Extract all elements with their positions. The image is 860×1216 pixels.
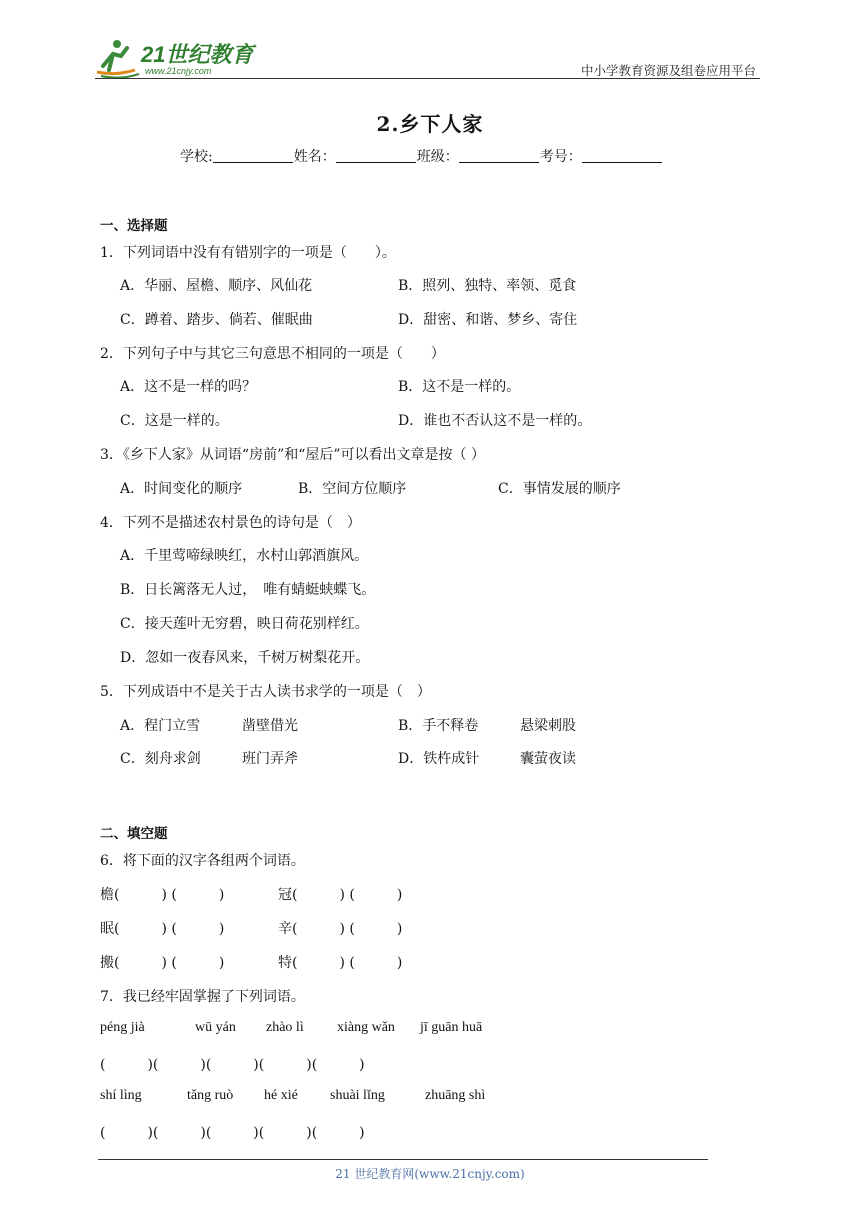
q7-pinyin-7: tǎng ruò	[187, 1088, 234, 1103]
q7-blanks-row1[interactable]: ( )( )( )( )( )	[100, 1057, 365, 1073]
q3-stem: 3．《乡下人家》从词语“房前”和“屋后”可以看出文章是按（ ）	[100, 447, 485, 463]
q5-option-d-second: 囊萤夜读	[520, 751, 576, 767]
school-label: 学校:	[180, 149, 213, 165]
student-info-line	[180, 146, 663, 166]
q3-option-c[interactable]: C．事情发展的顺序	[498, 481, 621, 497]
q6-row3-left[interactable]: 搬( ) ( )	[100, 955, 225, 971]
footer-divider	[98, 1159, 708, 1160]
q7-stem: 7．我已经牢固掌握了下列词语。	[100, 989, 305, 1005]
exam-no-label: 考号：	[539, 149, 582, 165]
q6-stem: 6．将下面的汉字各组两个词语。	[100, 853, 305, 869]
q6-row1-right[interactable]: 冠( ) ( )	[278, 887, 403, 903]
q2-option-c[interactable]: C．这是一样的。	[120, 413, 229, 429]
platform-name: 中小学教育资源及组卷应用平台	[580, 63, 756, 78]
q2-option-a[interactable]: A．这不是一样的吗？	[120, 379, 257, 395]
school-blank[interactable]	[213, 148, 293, 163]
q4-option-b[interactable]: B．日长篱落无人过， 唯有蜻蜓蛱蝶飞。	[120, 582, 376, 598]
q1-option-b[interactable]: B．照列、独特、率领、觅食	[398, 278, 577, 294]
q7-pinyin-9: shuài lǐng	[330, 1088, 385, 1103]
q1-option-a[interactable]: A．华丽、屋檐、顺序、风仙花	[120, 278, 313, 294]
name-label: 姓名：	[293, 149, 336, 165]
q3-option-a[interactable]: A．时间变化的顺序	[120, 481, 243, 497]
q4-option-c[interactable]: C．接天莲叶无穷碧，映日荷花别样红。	[120, 616, 369, 632]
q7-pinyin-2: wū yán	[195, 1020, 236, 1035]
q7-blanks-row2[interactable]: ( )( )( )( )( )	[100, 1125, 365, 1141]
q1-stem: 1．下列词语中没有有错别字的一项是（ ）。	[100, 245, 396, 261]
section-fill-heading: 二、填空题	[100, 826, 168, 842]
q6-row2-right[interactable]: 辛( ) ( )	[278, 921, 403, 937]
q7-pinyin-8: hé xié	[264, 1088, 298, 1103]
q2-option-d[interactable]: D．谁也不否认这不是一样的。	[398, 413, 592, 429]
q2-option-b[interactable]: B．这不是一样的。	[398, 379, 521, 395]
q5-option-a-second: 凿壁借光	[242, 718, 298, 734]
q7-pinyin-3: zhào lì	[266, 1020, 304, 1035]
q4-stem: 4．下列不是描述农村景色的诗句是（ ）	[100, 515, 361, 531]
q7-pinyin-1: péng jià	[100, 1020, 145, 1035]
q4-option-a[interactable]: A．千里莺啼绿映红，水村山郭酒旗风。	[120, 548, 369, 564]
q7-pinyin-6: shí lìng	[100, 1088, 142, 1103]
q3-option-b[interactable]: B．空间方位顺序	[298, 481, 407, 497]
runner-logo-icon	[95, 36, 265, 78]
q5-option-a[interactable]: A．程门立雪	[120, 718, 201, 734]
q6-row2-left[interactable]: 眠( ) ( )	[100, 921, 225, 937]
name-blank[interactable]	[336, 148, 416, 163]
q4-option-d[interactable]: D．忽如一夜春风来，千树万树梨花开。	[120, 650, 370, 666]
class-label: 班级：	[416, 149, 459, 165]
footer-site[interactable]: 21 世纪教育网(www.21cnjy.com)	[335, 1167, 525, 1181]
class-blank[interactable]	[459, 148, 539, 163]
page-title: 2.乡下人家	[376, 112, 484, 136]
q5-option-c-second: 班门弄斧	[242, 751, 298, 767]
svg-text:www.21cnjy.com: www.21cnjy.com	[145, 66, 212, 76]
q5-stem: 5．下列成语中不是关于古人读书求学的一项是（ ）	[100, 684, 431, 700]
section-choice-heading: 一、选择题	[100, 218, 168, 234]
q7-pinyin-4: xiàng wǎn	[337, 1020, 395, 1035]
svg-text:21世纪教育: 21世纪教育	[141, 42, 254, 67]
q6-row1-left[interactable]: 檐( ) ( )	[100, 887, 225, 903]
q1-option-d[interactable]: D．甜密、和谐、梦乡、寄住	[398, 312, 578, 328]
q7-pinyin-5: jī guān huā	[420, 1020, 483, 1035]
q2-stem: 2．下列句子中与其它三句意思不相同的一项是（ ）	[100, 346, 445, 362]
q5-option-c[interactable]: C．刻舟求剑	[120, 751, 201, 767]
exam-no-blank[interactable]	[582, 148, 662, 163]
q5-option-d[interactable]: D．铁杵成针	[398, 751, 480, 767]
q1-option-c[interactable]: C．蹲着、踏步、倘若、催眠曲	[120, 312, 313, 328]
q7-pinyin-10: zhuāng shì	[425, 1088, 486, 1103]
logo	[95, 36, 265, 78]
q5-option-b[interactable]: B．手不释卷	[398, 718, 479, 734]
header-divider	[95, 78, 760, 79]
q5-option-b-second: 悬梁刺股	[520, 718, 576, 734]
q6-row3-right[interactable]: 特( ) ( )	[278, 955, 403, 971]
